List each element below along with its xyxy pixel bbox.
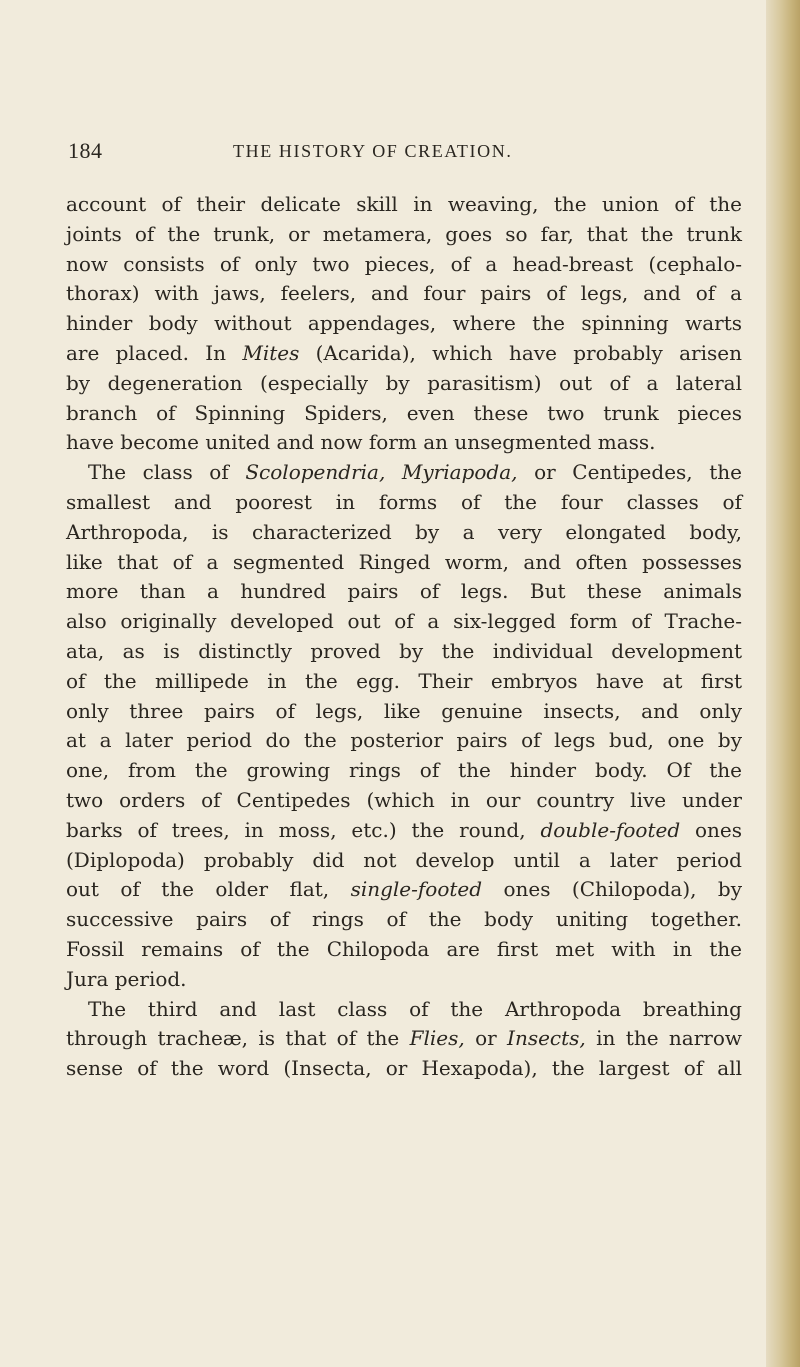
text-line: ata, as is distinctly proved by the individual development — [66, 638, 742, 663]
italic-term: Flies, — [409, 1026, 465, 1051]
text-span: The class of — [88, 460, 246, 485]
italic-term: double-footed — [540, 817, 681, 842]
text-line: account of their delicate skill in weaving, the union of the — [66, 192, 742, 216]
text-line: one, from the growing rings of the hinder body. Of the — [66, 758, 742, 783]
text-line: branch of Spinning Spiders, even these two trunk pieces — [66, 400, 742, 425]
text-span: ones — [680, 817, 742, 842]
text-line: two orders of Centipedes (which in our country live under — [66, 787, 742, 812]
text-line — [66, 875, 742, 905]
text-line: (Diplopoda) probably did not develop until a later period — [66, 847, 742, 872]
text-line: thorax) with jaws, feelers, and four pairs of legs, and of a — [66, 281, 742, 306]
text-line: Arthropoda, is characterized by a very elongated body, — [66, 519, 742, 544]
text-line: by degeneration (especially by parasitism) out of a lateral — [66, 370, 742, 395]
text-span: out of the older flat, — [66, 877, 351, 902]
text-line: like that of a segmented Ringed worm, and often possesses — [66, 549, 742, 574]
text-line: of the millipede in the egg. Their embryos have at first — [66, 668, 742, 693]
text-line: at a later period do the posterior pairs of legs bud, one by — [66, 728, 742, 753]
text-line: Jura period. — [66, 966, 187, 991]
text-span: or — [464, 1026, 508, 1051]
text-line — [66, 458, 742, 488]
text-line: only three pairs of legs, like genuine insects, and only — [66, 698, 742, 723]
text-line: also originally developed out of a six-legged form of Trache- — [66, 609, 742, 634]
text-line: joints of the trunk, or metamera, goes so far, that the trunk — [66, 221, 742, 246]
text-line: Fossil remains of the Chilopoda are first met with in the — [66, 936, 742, 961]
text-line: successive pairs of rings of the body uniting together. — [66, 907, 742, 932]
text-line: smallest and poorest in forms of the four classes of — [66, 489, 742, 514]
italic-term: single-footed — [350, 877, 483, 902]
italic-term: Insects, — [507, 1026, 586, 1051]
text-span: ones (Chilopoda), by — [482, 877, 742, 902]
text-line: have become united and now form an unsegmented mass. — [66, 430, 656, 455]
text-line — [66, 816, 742, 846]
text-line: more than a hundred pairs of legs. But these animals — [66, 579, 742, 604]
text-line — [66, 1024, 742, 1054]
page-edge — [766, 0, 800, 1367]
text-span: through tracheæ, is that of the — [66, 1026, 410, 1051]
italic-term: Scolopendria, Myriapoda, — [245, 460, 518, 485]
italic-term: Mites — [242, 340, 300, 365]
text-line — [66, 339, 742, 369]
text-span: barks of trees, in moss, etc.) the round, — [66, 817, 541, 842]
page-header — [68, 138, 708, 168]
text-line: hinder body without appendages, where the spinning warts — [66, 311, 742, 336]
text-span: are placed. In — [66, 340, 243, 365]
text-span: (Acarida), which have probably arisen — [299, 340, 742, 365]
running-head: THE HISTORY OF CREATION. — [233, 141, 513, 161]
page-number: 184 — [68, 138, 103, 163]
text-span: in the narrow — [585, 1026, 742, 1051]
text-span: or Centipedes, the — [517, 460, 743, 485]
text-line: sense of the word (Insecta, or Hexapoda), the largest of all — [66, 1056, 742, 1081]
text-line: The third and last class of the Arthropoda breathing — [88, 996, 742, 1021]
body-text — [66, 190, 742, 1084]
text-line: now consists of only two pieces, of a head-breast (cephalo- — [66, 251, 742, 276]
